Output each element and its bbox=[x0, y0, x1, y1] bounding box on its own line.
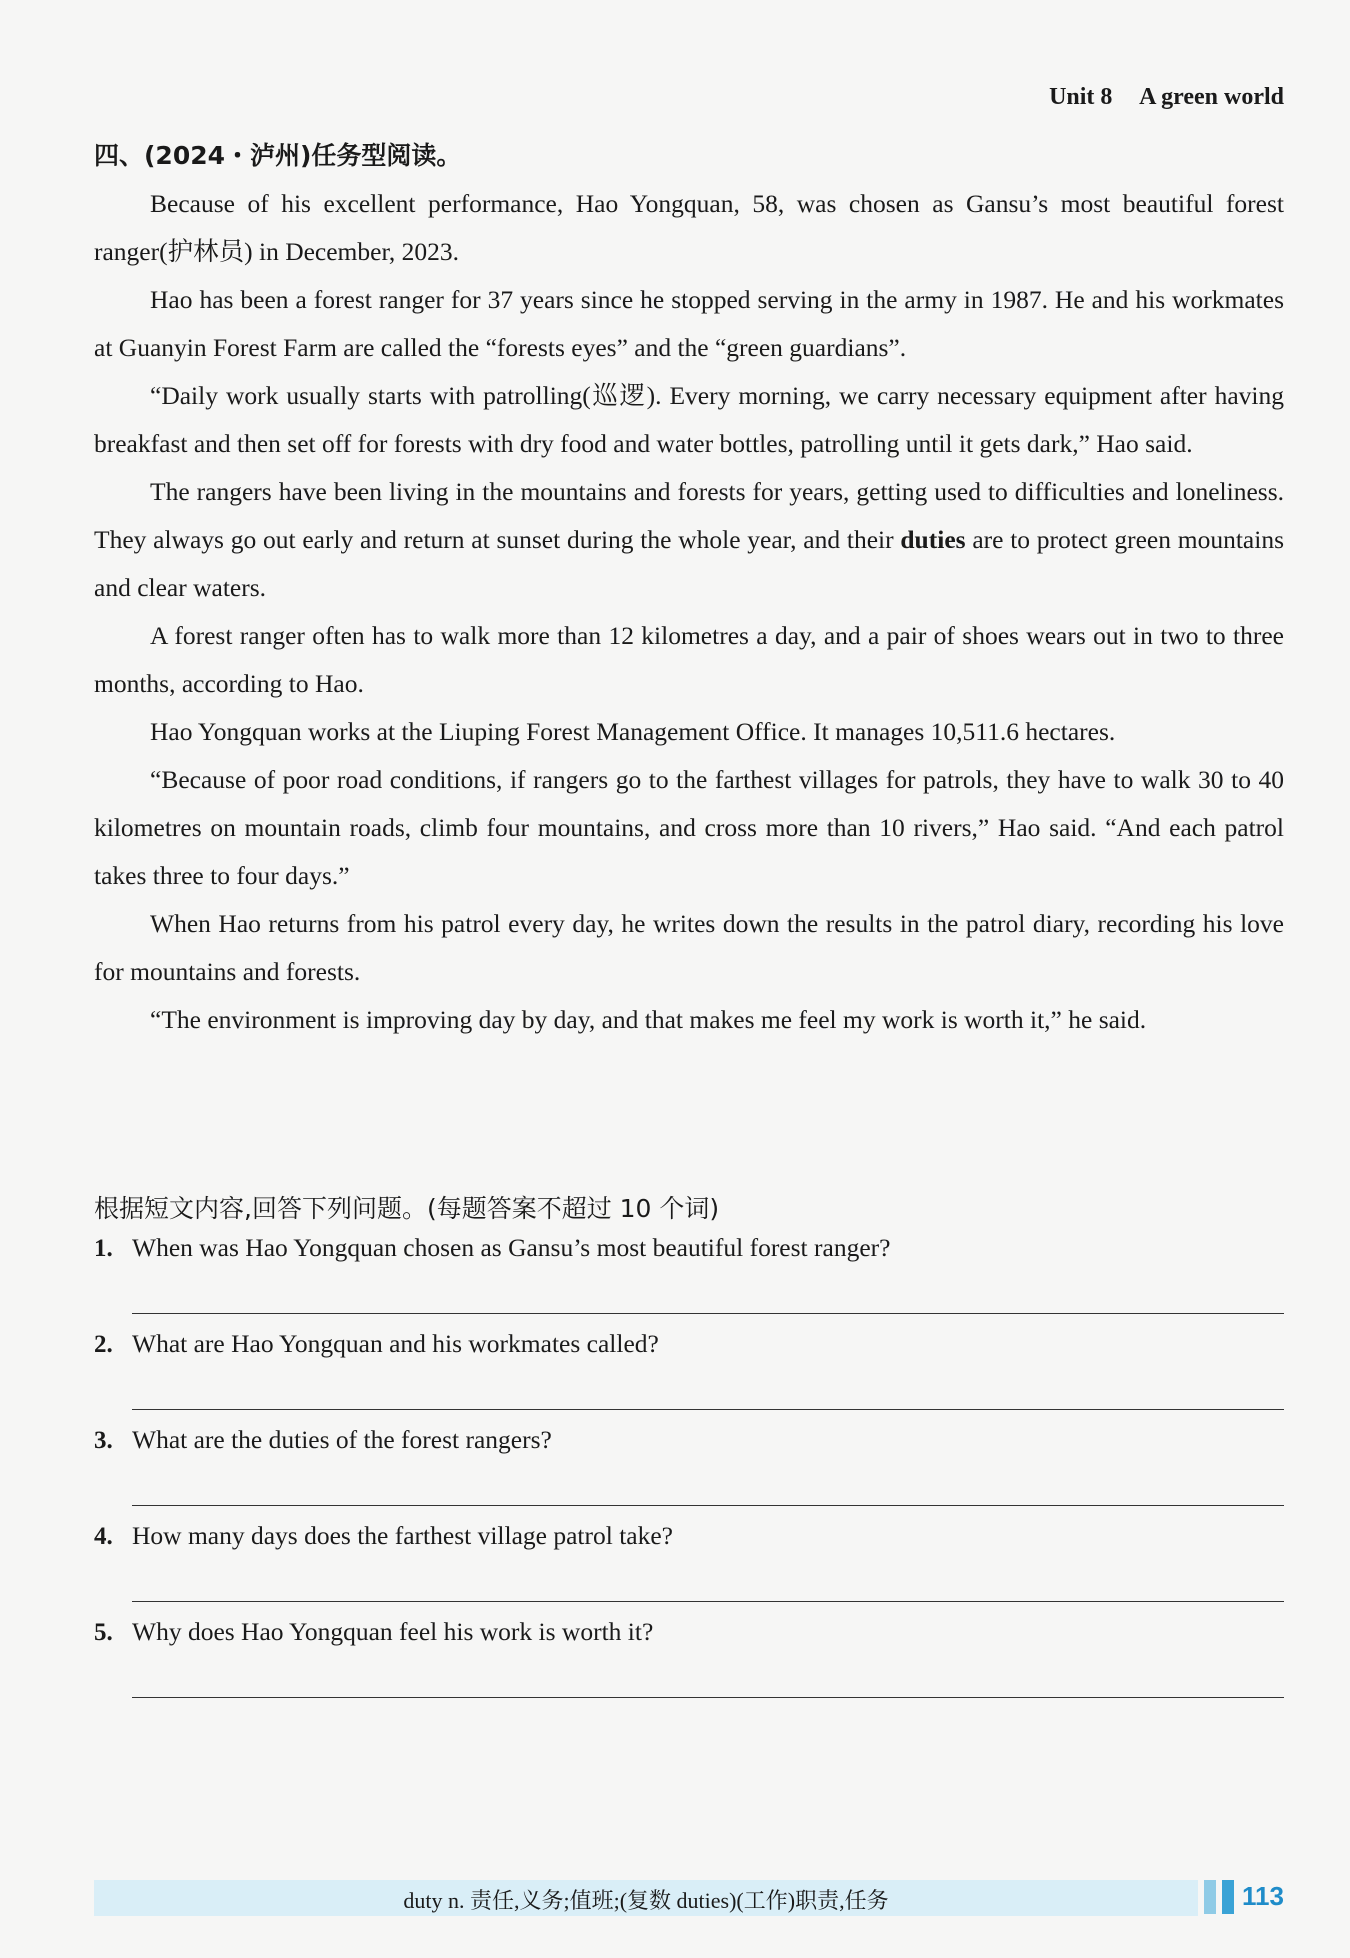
question-text: Why does Hao Yongquan feel his work is worth it? bbox=[132, 1617, 654, 1646]
paragraph: Because of his excellent performance, Hao Yongquan, 58, was chosen as Gansu’s most beautiful forest ranger(护林员) in December, 2023. bbox=[94, 189, 1284, 266]
paragraph: “Daily work usually starts with patrolling(巡逻). Every morning, we carry necessary equipment after having breakfast and then set off for forests with dry food and water bottles, patrolling until it gets dark,” Hao said. bbox=[94, 381, 1284, 458]
page-number: 113 bbox=[1242, 1881, 1284, 1911]
question-item bbox=[94, 1329, 1284, 1425]
question-number: 1. bbox=[94, 1235, 113, 1262]
tab-mark bbox=[1204, 1880, 1216, 1914]
question-item bbox=[94, 1617, 1284, 1713]
paragraph: “The environment is improving day by day, and that makes me feel my work is worth it,” he said. bbox=[150, 1005, 1147, 1034]
question-item bbox=[94, 1233, 1284, 1329]
paragraph: Hao has been a forest ranger for 37 years since he stopped serving in the army in 1987. He and his workmates at Guanyin Forest Farm are called the “forests eyes” and the “green guardians”. bbox=[94, 285, 1284, 362]
paragraph: When Hao returns from his patrol every day, he writes down the results in the patrol diary, recording his love for mountains and forests. bbox=[94, 909, 1284, 986]
paragraph-text: The rangers have been living in the mountains and forests for years, getting used to difficulties and loneliness. They always go out early and return at sunset during the whole year, and their bbox=[94, 477, 1284, 554]
unit-label: Unit 8 bbox=[1049, 84, 1113, 110]
question-number: 3. bbox=[94, 1427, 113, 1454]
paragraph: “Because of poor road conditions, if rangers go to the farthest villages for patrols, they have to walk 30 to 40 kilometres on mountain roads, climb four mountains, and cross more than 10 rivers,” Hao said. “And each patrol takes three to four days.” bbox=[94, 765, 1284, 890]
question-item bbox=[94, 1425, 1284, 1521]
paragraph: A forest ranger often has to walk more than 12 kilometres a day, and a pair of shoes wears out in two to three months, according to Hao. bbox=[94, 621, 1284, 698]
tab-mark bbox=[1222, 1880, 1234, 1914]
answer-line[interactable] bbox=[132, 1697, 1284, 1698]
section-title: 四、(2024・泸州)任务型阅读。 bbox=[94, 141, 462, 170]
paragraph bbox=[94, 468, 1284, 612]
vocabulary-note: duty n. 责任,义务;值班;(复数 duties)(工作)职责,任务 bbox=[403, 1888, 889, 1913]
question-number: 4. bbox=[94, 1523, 113, 1550]
vocabulary-footer bbox=[94, 1880, 1198, 1916]
question-item bbox=[94, 1521, 1284, 1617]
question-text: What are Hao Yongquan and his workmates called? bbox=[132, 1329, 659, 1358]
question-text: How many days does the farthest village patrol take? bbox=[132, 1521, 673, 1550]
answer-line[interactable] bbox=[132, 1601, 1284, 1602]
paragraph-text: are to protect green mountains and clear waters. bbox=[94, 525, 1285, 602]
question-number: 5. bbox=[94, 1619, 113, 1646]
keyword-duties: duties bbox=[900, 525, 966, 554]
reading-passage bbox=[94, 180, 1284, 1044]
question-text: What are the duties of the forest rangers? bbox=[132, 1425, 552, 1454]
question-number: 2. bbox=[94, 1331, 113, 1358]
unit-title: A green world bbox=[1139, 84, 1284, 110]
question-instruction: 根据短文内容,回答下列问题。(每题答案不超过 10 个词) bbox=[94, 1194, 720, 1223]
answer-line[interactable] bbox=[132, 1505, 1284, 1506]
paragraph: Hao Yongquan works at the Liuping Forest Management Office. It manages 10,511.6 hectares. bbox=[150, 717, 1116, 746]
page-header bbox=[1049, 84, 1284, 111]
page-tab-marks bbox=[1204, 1880, 1240, 1919]
question-text: When was Hao Yongquan chosen as Gansu’s most beautiful forest ranger? bbox=[132, 1233, 891, 1262]
answer-line[interactable] bbox=[132, 1313, 1284, 1314]
question-list bbox=[94, 1233, 1284, 1713]
answer-line[interactable] bbox=[132, 1409, 1284, 1410]
